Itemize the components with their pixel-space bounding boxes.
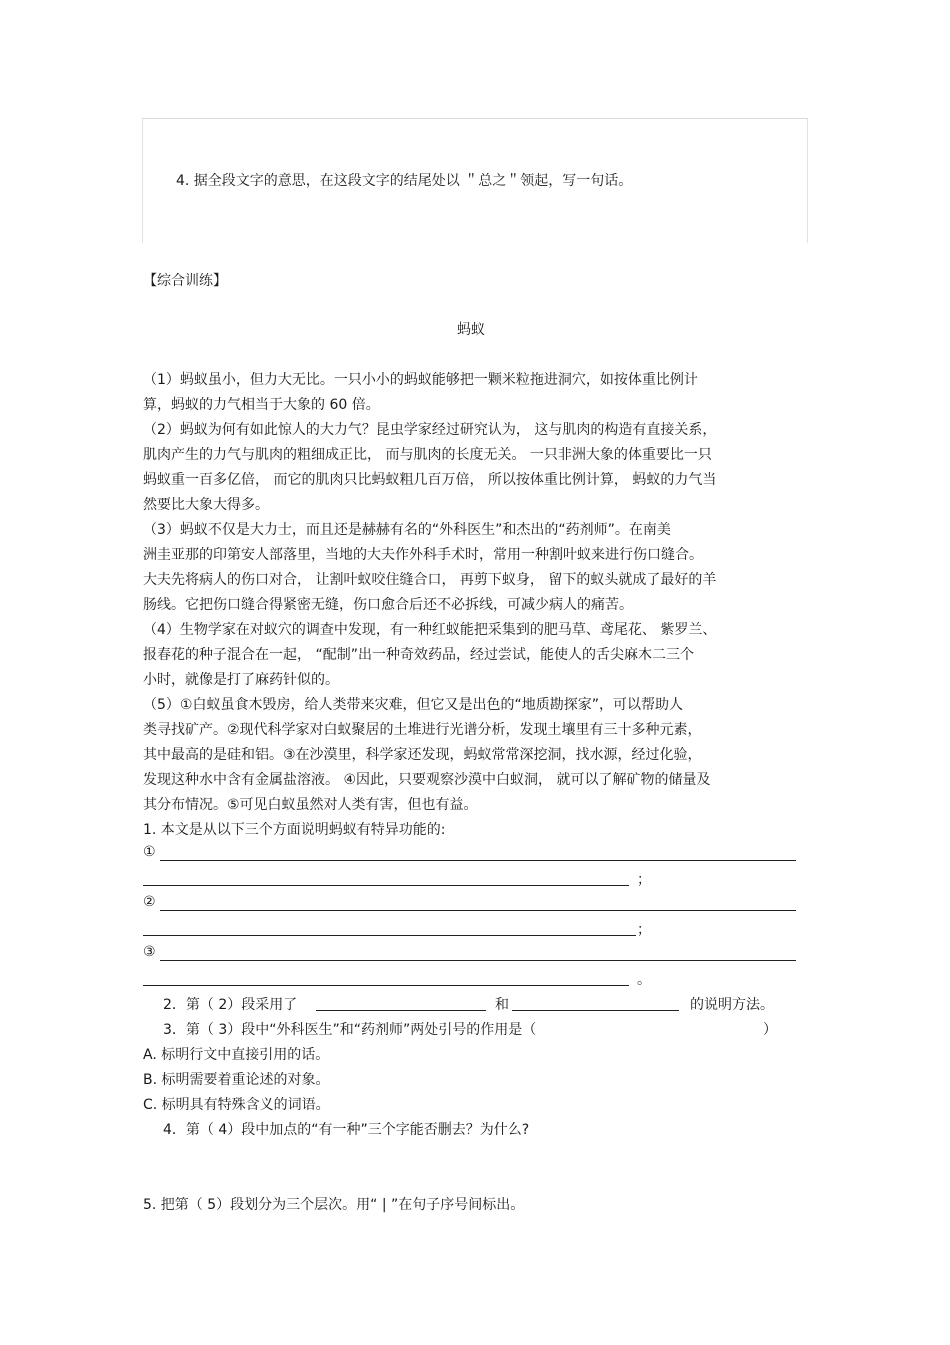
question-2-part-c: 的说明方法。 <box>690 997 774 1013</box>
text-line: （5）①白蚁虽食木毁房，给人类带来灾难，但它又是出色的“地质勘探家”，可以帮助人 <box>143 697 683 713</box>
question-2-part-a: 2．第（ 2）段采用了 <box>163 997 298 1013</box>
article-title: 蚂蚁 <box>457 322 485 338</box>
answer-marker-3: ③ <box>143 944 156 960</box>
answer-end-2: ； <box>637 922 651 938</box>
option-b[interactable]: B. 标明需要着重论述的对象。 <box>143 1072 330 1088</box>
answer-blank-2a[interactable] <box>316 1010 486 1011</box>
answer-line-3b[interactable] <box>143 985 629 986</box>
text-line: 大夫先将病人的伤口对合， 让割叶蚁咬住缝合口， 再剪下蚁身， 留下的蚁头就成了最好的羊 <box>143 572 717 588</box>
text-line: （4）生物学家在对蚁穴的调查中发现，有一种红蚁能把采集到的肥马草、鸢尾花、 紫罗兰、 <box>143 622 717 638</box>
answer-end-1: ； <box>637 872 651 888</box>
option-c[interactable]: C. 标明具有特殊含义的词语。 <box>143 1097 330 1113</box>
answer-line-1a[interactable] <box>160 860 796 861</box>
text-line: 报春花的种子混合在一起， “配制”出一种奇效药品，经过尝试，能使人的舌尖麻木二三个 <box>143 647 694 663</box>
text-line: 然要比大象大得多。 <box>143 497 269 513</box>
text-line: 发现这种水中含有金属盐溶液。 ④因此，只要观察沙漠中白蚁洞， 就可以了解矿物的储量及 <box>143 772 711 788</box>
answer-marker-2: ② <box>143 894 156 910</box>
question-2-part-b: 和 <box>495 997 509 1013</box>
section-label: 【综合训练】 <box>143 273 227 289</box>
text-line: 蚂蚁重一百多亿倍， 而它的肌肉只比蚂蚁粗几百万倍， 所以按体重比例计算， 蚂蚁的力气当 <box>143 472 717 488</box>
option-a[interactable]: A. 标明行文中直接引用的话。 <box>143 1047 330 1063</box>
text-line: 其中最高的是硅和铝。③在沙漠里，科学家还发现，蚂蚁常常深挖洞，找水源，经过化验， <box>143 747 702 763</box>
text-line: （1）蚂蚁虽小，但力大无比。一只小小的蚂蚁能够把一颗米粒拖进洞穴，如按体重比例计 <box>143 372 698 388</box>
box-question-4: 4. 据全段文字的意思，在这段文字的结尾处以 ＂总之＂领起，写一句话。 <box>176 173 633 189</box>
answer-line-2b[interactable] <box>143 935 636 936</box>
text-line: 类寻找矿产。②现代科学家对白蚁聚居的土堆进行光谱分析，发现土壤里有三十多种元素， <box>143 722 702 738</box>
text-line: 小时，就像是打了麻药针似的。 <box>143 672 339 688</box>
answer-line-2a[interactable] <box>160 910 796 911</box>
answer-line-3a[interactable] <box>160 960 796 961</box>
question-3-stem: 3．第（ 3）段中“外科医生”和“药剂师”两处引号的作用是（ <box>163 1022 537 1038</box>
text-line: 肠线。它把伤口缝合得紧密无缝，伤口愈合后还不必拆线，可减少病人的痛苦。 <box>143 597 633 613</box>
answer-marker-1: ① <box>143 844 156 860</box>
text-line: 其分布情况。⑤可见白蚁虽然对人类有害，但也有益。 <box>143 797 478 813</box>
text-line: 肌肉产生的力气与肌肉的粗细成正比， 而与肌肉的长度无关。 一只非洲大象的体重要比一只 <box>143 447 712 463</box>
answer-end-3: 。 <box>637 972 651 988</box>
question-3-close: ） <box>763 1022 777 1038</box>
answer-line-1b[interactable] <box>143 885 629 886</box>
text-line: （3）蚂蚁不仅是大力士，而且还是赫赫有名的“外科医生”和杰出的“药剂师”。在南美 <box>143 522 671 538</box>
question-1-stem: 1. 本文是从以下三个方面说明蚂蚁有特异功能的: <box>143 822 446 838</box>
text-line: 算，蚂蚁的力气相当于大象的 60 倍。 <box>143 397 380 413</box>
question-5: 5. 把第（ 5）段划分为三个层次。用“ | ”在句子序号间标出。 <box>143 1197 525 1213</box>
answer-blank-2b[interactable] <box>512 1010 679 1011</box>
question-4: 4．第（ 4）段中加点的“有一种”三个字能否删去？为什么? <box>163 1122 530 1138</box>
text-line: 洲圭亚那的印第安人部落里，当地的大夫作外科手术时，常用一种割叶蚁来进行伤口缝合。 <box>143 547 703 563</box>
text-line: （2）蚂蚁为何有如此惊人的大力气？昆虫学家经过研究认为， 这与肌肉的构造有直接关系， <box>143 422 717 438</box>
